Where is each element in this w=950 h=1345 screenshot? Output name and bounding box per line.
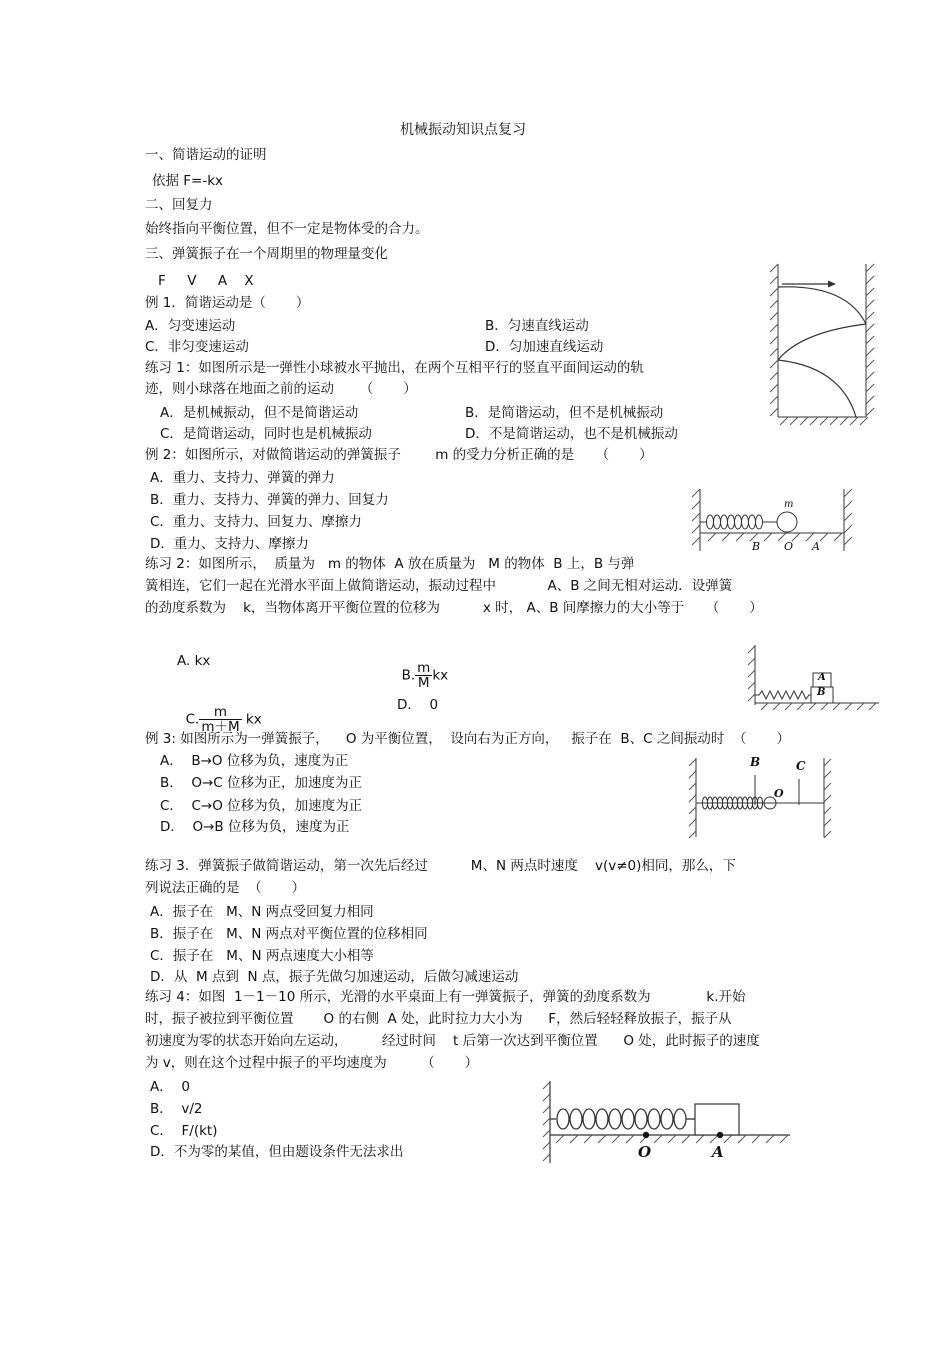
pr4-stem-line2: 时，振子被拉到平衡位置 O 的右侧 A 处，此时拉力大小为 F，然后轻轻释放振子，振子从 xyxy=(145,1011,732,1027)
pr2-option-a: A. kx xyxy=(177,653,211,669)
ex2-option-c: C．重力、支持力、回复力、摩擦力 xyxy=(150,514,362,530)
section-1-heading: 一、简谐运动的证明 xyxy=(145,147,267,163)
point-label-o: O xyxy=(784,540,794,553)
ex2-stem: 例 2：如图所示，对做简谐运动的弹簧振子 m 的受力分析正确的是 （ ） xyxy=(145,447,653,463)
ex1-option-b: B．匀速直线运动 xyxy=(485,318,589,334)
pr1-option-b: B．是简谐运动，但不是机械振动 xyxy=(465,405,664,421)
block-label-a: A xyxy=(818,672,826,683)
pr3-stem-line1: 练习 3．弹簧振子做简谐运动，第一次先后经过 M、N 两点时速度 v(v≠0)相同，那么，下 xyxy=(145,858,736,874)
section-1-basis: 依据 F=-kx xyxy=(152,173,224,189)
ex1-option-d: D．匀加速直线运动 xyxy=(485,339,604,355)
pr2-option-c-suffix: kx xyxy=(241,711,262,728)
pr4-option-d: D．不为零的某值，但由题设条件无法求出 xyxy=(150,1144,404,1160)
pr4-option-c: C． F/(kt) xyxy=(150,1123,218,1139)
pr1-stem-line2: 迹，则小球落在地面之前的运动 （ ） xyxy=(145,381,417,397)
spring-oscillator-figure-m xyxy=(688,485,856,555)
pr2-option-b xyxy=(393,645,448,690)
pr4-stem-line4: 为 v，则在这个过程中振子的平均速度为 （ ） xyxy=(145,1055,479,1071)
pr2-stem-line2: 簧相连，它们一起在光滑水平面上做简谐运动，振动过程中 A、B 之间无相对运动．设弹簧 xyxy=(145,578,733,594)
spring-oscillator-figure-boc xyxy=(686,753,838,839)
section-2-heading: 二、回复力 xyxy=(145,197,213,213)
pr2-option-b-numerator: m xyxy=(417,660,431,676)
pr2-option-b-suffix: kx xyxy=(432,667,449,684)
pr3-option-b: B．振子在 M、N 两点对平衡位置的位移相同 xyxy=(150,926,428,942)
ex3-stem: 例 3: 如图所示为一弹簧振子， O 为平衡位置， 设向右为正方向， 振子在 B、C 之间振动时 （ ） xyxy=(145,731,790,747)
pr1-option-a: A．是机械振动，但不是简谐运动 xyxy=(160,405,359,421)
ex2-option-d: D．重力、支持力、摩擦力 xyxy=(150,536,309,552)
pr3-option-d: D．从 M 点到 N 点，振子先做匀加速运动，后做匀减速运动 xyxy=(150,969,519,985)
pr2-option-c-denominator: m＋M xyxy=(201,719,240,735)
block-label-b: B xyxy=(817,687,826,698)
pr4-option-a: A． 0 xyxy=(150,1079,190,1095)
pr2-option-c xyxy=(177,689,262,734)
section-3-quantities: F V A X xyxy=(158,273,254,289)
pr2-option-b-prefix: B. xyxy=(401,667,416,684)
page-title: 机械振动知识点复习 xyxy=(400,122,526,138)
point-label-o: O xyxy=(638,1143,652,1161)
ex3-option-c: C． C→O 位移为负，加速度为正 xyxy=(160,798,363,814)
pr2-option-c-numerator: m xyxy=(213,704,228,720)
pr2-option-b-fraction xyxy=(415,661,432,690)
point-label-b: B xyxy=(752,540,761,553)
section-3-heading: 三、弹簧振子在一个周期里的物理量变化 xyxy=(145,246,388,262)
mass-label-m: m xyxy=(784,499,794,510)
pr1-option-d: D．不是简谐运动，也不是机械振动 xyxy=(465,426,678,442)
pr3-option-a: A．振子在 M、N 两点受回复力相同 xyxy=(150,904,374,920)
bouncing-ball-figure xyxy=(766,262,882,430)
pr2-stem-line1: 练习 2：如图所示， 质量为 m 的物体 A 放在质量为 M 的物体 B 上，B 与弹 xyxy=(145,556,635,572)
pr4-stem-line1: 练习 4：如图 1－1－10 所示，光滑的水平桌面上有一弹簧振子，弹簧的劲度系数为 k.开始 xyxy=(145,989,746,1005)
spring-block-figure-oa xyxy=(540,1077,792,1165)
pr2-option-c-prefix: C. xyxy=(185,711,200,728)
ex3-option-d: D． O→B 位移为负，速度为正 xyxy=(160,819,350,835)
pr4-stem-line3: 初速度为零的状态开始向左运动， 经过时间 t 后第一次达到平衡位置 O 处，此时振子的速度 xyxy=(145,1033,760,1049)
ex2-option-a: A．重力、支持力、弹簧的弹力 xyxy=(150,470,335,486)
section-2-text: 始终指向平衡位置，但不一定是物体受的合力。 xyxy=(145,221,429,237)
ex1-stem: 例 1．简谐运动是（ ） xyxy=(145,295,310,311)
point-label-c: C xyxy=(796,759,806,773)
ex3-option-a: A． B→O 位移为负，速度为正 xyxy=(160,753,349,769)
pr3-option-c: C．振子在 M、N 两点速度大小相等 xyxy=(150,948,374,964)
pr4-option-b: B． v/2 xyxy=(150,1101,203,1117)
pr2-option-c-fraction xyxy=(199,705,241,734)
point-label-o: O xyxy=(774,787,784,800)
ex2-option-b: B．重力、支持力、弹簧的弹力、回复力 xyxy=(150,492,389,508)
pr2-option-d: D． 0 xyxy=(397,697,439,713)
pr3-stem-line2: 列说法正确的是 （ ） xyxy=(145,880,306,896)
ex1-option-c: C．非匀变速运动 xyxy=(145,339,249,355)
ex1-option-a: A．匀变速运动 xyxy=(145,318,236,334)
pr1-option-c: C．是简谐运动，同时也是机械振动 xyxy=(160,426,372,442)
pr2-option-b-denominator: M xyxy=(415,675,432,690)
ex3-option-b: B． O→C 位移为正，加速度为正 xyxy=(160,775,362,791)
pr1-stem-line1: 练习 1：如图所示是一弹性小球被水平抛出，在两个互相平行的竖直平面间运动的轨 xyxy=(145,360,644,376)
point-label-a: A xyxy=(712,1143,724,1161)
point-label-a: A xyxy=(812,540,820,553)
point-label-b: B xyxy=(750,755,761,769)
pr2-stem-line3: 的劲度系数为 k，当物体离开平衡位置的位移为 x 时， A、B 间摩擦力的大小等于 （ ） xyxy=(145,600,763,616)
stacked-blocks-figure xyxy=(745,643,881,711)
